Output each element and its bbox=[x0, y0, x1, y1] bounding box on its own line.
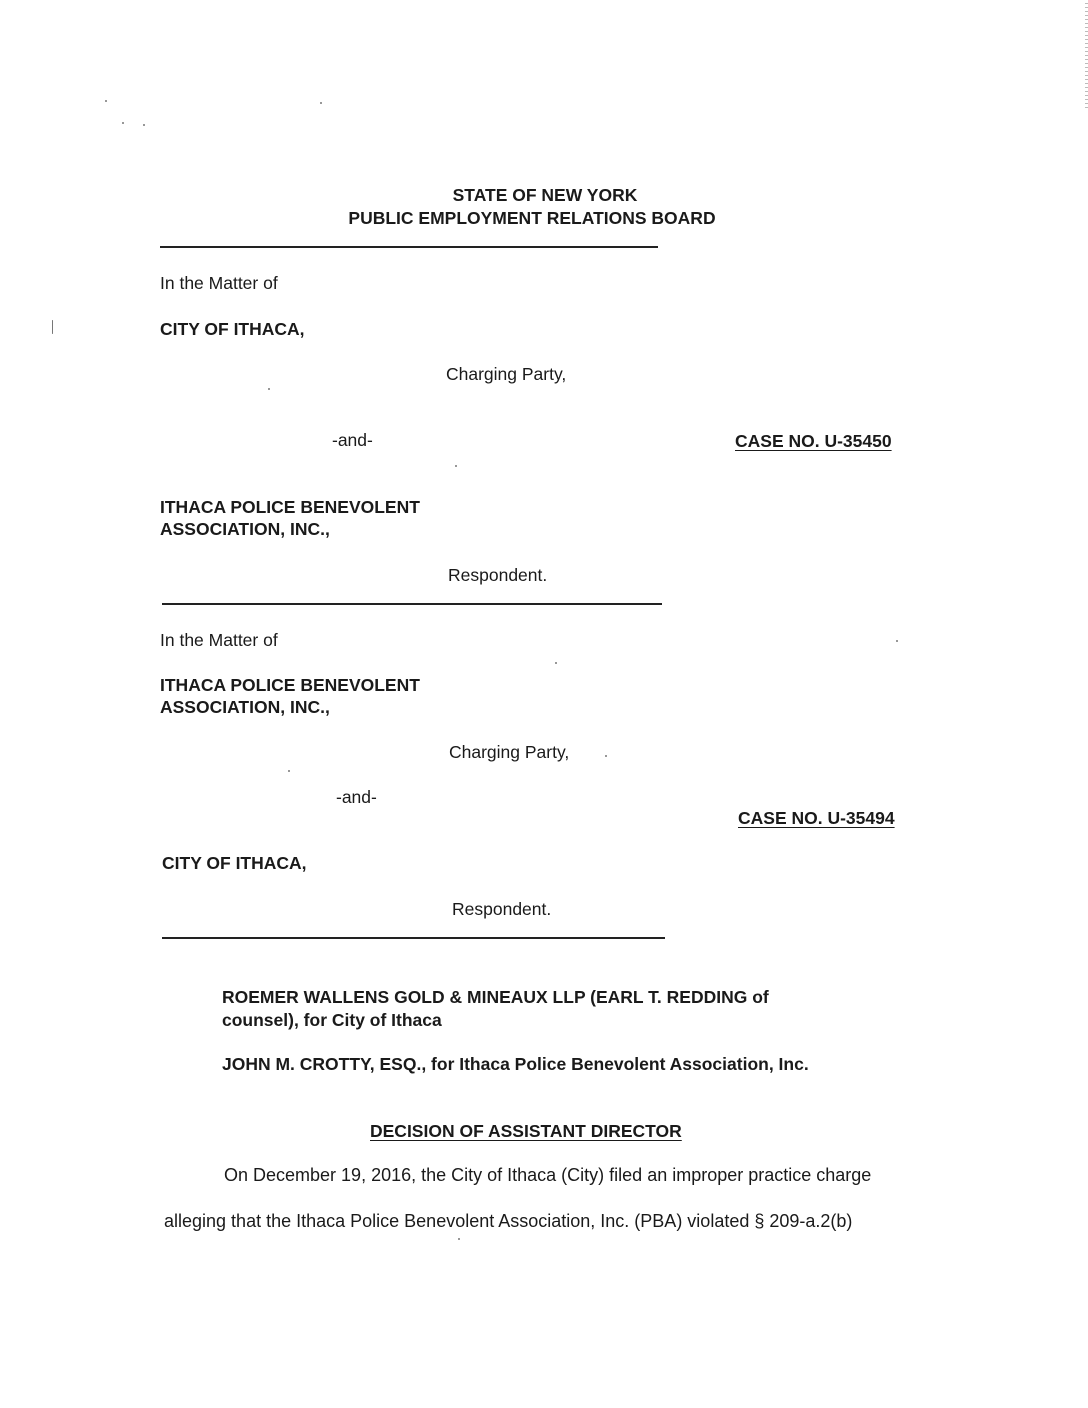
appearance-city-line1: ROEMER WALLENS GOLD & MINEAUX LLP (EARL T. REDDING of bbox=[222, 987, 769, 1007]
and-separator-2: -and- bbox=[336, 787, 377, 807]
scan-speck bbox=[458, 1238, 460, 1240]
case-number-2: CASE NO. U-35494 bbox=[738, 808, 895, 828]
header-board: PUBLIC EMPLOYMENT RELATIONS BOARD bbox=[348, 208, 716, 228]
scan-speck bbox=[105, 100, 107, 102]
decision-title: DECISION OF ASSISTANT DIRECTOR bbox=[370, 1121, 682, 1141]
scan-speck bbox=[455, 465, 457, 467]
appearance-pba: JOHN M. CROTTY, ESQ., for Ithaca Police Benevolent Association, Inc. bbox=[222, 1054, 809, 1074]
scan-speck bbox=[320, 102, 322, 104]
charging-party-role-2: Charging Party, bbox=[449, 742, 570, 762]
respondent-role-1: Respondent. bbox=[448, 565, 548, 585]
scan-speck bbox=[122, 122, 124, 124]
case-number-1: CASE NO. U-35450 bbox=[735, 431, 892, 451]
respondent-name-1-line1: ITHACA POLICE BENEVOLENT bbox=[160, 497, 420, 517]
scan-speck bbox=[896, 640, 898, 642]
charging-party-name-2-line2: ASSOCIATION, INC., bbox=[160, 697, 330, 717]
caption-rule-bottom bbox=[162, 937, 665, 939]
header-state: STATE OF NEW YORK bbox=[452, 185, 638, 205]
caption-rule-middle bbox=[162, 603, 662, 605]
scan-speck bbox=[268, 388, 270, 390]
scan-speck bbox=[555, 662, 557, 664]
caption-rule-top bbox=[160, 246, 658, 248]
decision-paragraph-line1: On December 19, 2016, the City of Ithaca (City) filed an improper practice charge bbox=[224, 1165, 872, 1185]
charging-party-name-1: CITY OF ITHACA, bbox=[160, 319, 305, 339]
scan-speck bbox=[143, 124, 145, 126]
appearance-city-line2: counsel), for City of Ithaca bbox=[222, 1010, 442, 1030]
in-the-matter-of-1: In the Matter of bbox=[160, 273, 278, 293]
scan-speck bbox=[52, 320, 53, 334]
respondent-role-2: Respondent. bbox=[452, 899, 552, 919]
scan-speck bbox=[605, 755, 607, 757]
charging-party-role-1: Charging Party, bbox=[446, 364, 567, 384]
respondent-name-1-line2: ASSOCIATION, INC., bbox=[160, 519, 330, 539]
in-the-matter-of-2: In the Matter of bbox=[160, 630, 278, 650]
respondent-name-2: CITY OF ITHACA, bbox=[162, 853, 307, 873]
charging-party-name-2-line1: ITHACA POLICE BENEVOLENT bbox=[160, 675, 420, 695]
scan-speck bbox=[288, 770, 290, 772]
decision-paragraph-line2: alleging that the Ithaca Police Benevolent Association, Inc. (PBA) violated § 209-a.2(b) bbox=[164, 1211, 853, 1231]
and-separator-1: -and- bbox=[332, 430, 373, 450]
